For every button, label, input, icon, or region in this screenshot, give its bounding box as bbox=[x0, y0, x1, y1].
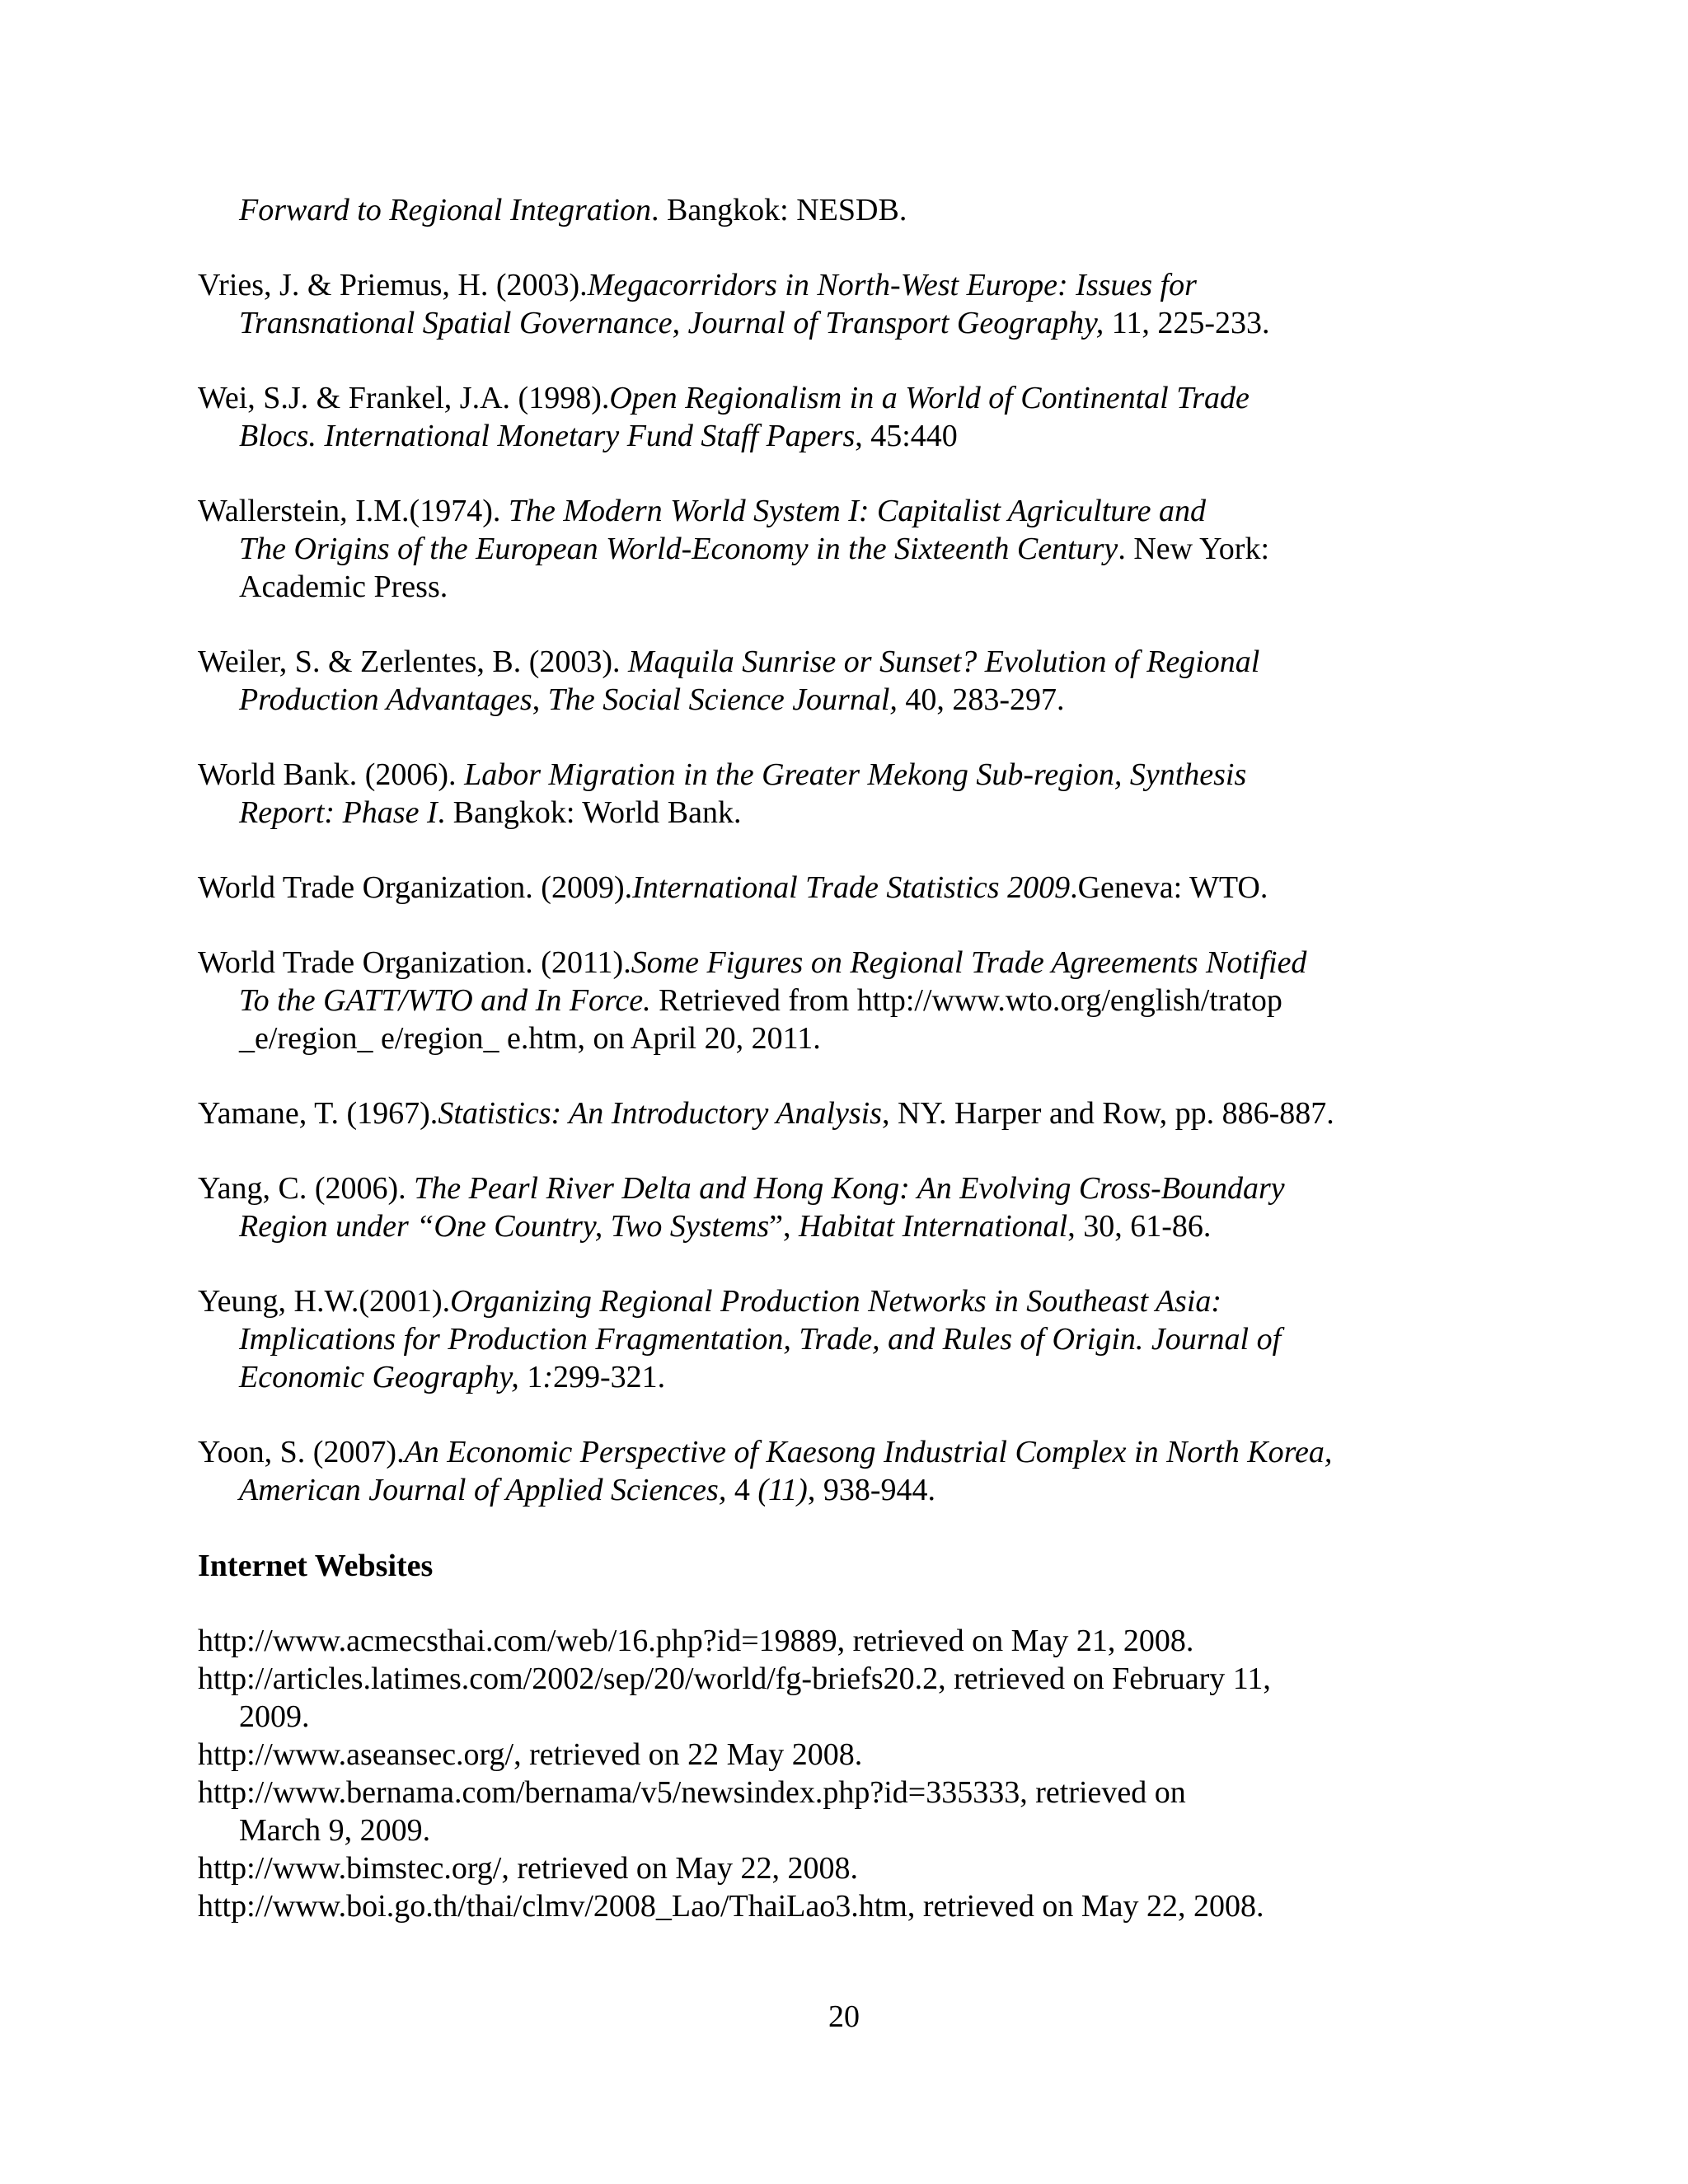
reference-text: 1 bbox=[527, 1360, 543, 1394]
reference-entry bbox=[198, 1282, 1500, 1396]
reference-text: 11, 225-233. bbox=[1104, 306, 1270, 340]
reference-text: 299-321. bbox=[552, 1360, 666, 1394]
reference-text: , NY. Harper and Row, pp. 886-887. bbox=[881, 1096, 1334, 1131]
reference-text: , bbox=[672, 306, 688, 340]
reference-title-text: The Pearl River Delta and Hong Kong: An Evolving Cross-Boundary bbox=[414, 1171, 1285, 1206]
reference-entry bbox=[198, 266, 1500, 342]
reference-title-text: Production Advantages bbox=[239, 682, 532, 717]
reference-title-text: Maquila Sunrise or Sunset? Evolution of Regional bbox=[628, 644, 1260, 679]
reference-text: World Trade Organization. (2009). bbox=[198, 870, 633, 905]
reference-entry bbox=[198, 1433, 1500, 1509]
website-entry bbox=[198, 1736, 1500, 1774]
reference-title-text: Economic Geography, bbox=[239, 1360, 528, 1394]
reference-text: Vries, J. & Priemus, H. (2003). bbox=[198, 268, 588, 302]
reference-text: , bbox=[532, 682, 548, 717]
website-text: http://www.acmecsthai.com/web/16.php?id=19889, retrieved on May 21, 2008. bbox=[198, 1624, 1194, 1658]
reference-title-text: Megacorridors in North-West Europe: Issues for bbox=[587, 268, 1197, 302]
reference-text: Yamane, T. (1967). bbox=[198, 1096, 438, 1131]
reference-entry bbox=[198, 191, 1500, 229]
reference-title-text: Implications for Production Fragmentation, Trade, and Rules of Origin. Journal of bbox=[239, 1322, 1282, 1357]
website-entry bbox=[198, 1849, 1500, 1887]
reference-title-text: (11) bbox=[757, 1473, 808, 1507]
reference-title-text: Some Figures on Regional Trade Agreements Notified bbox=[631, 945, 1307, 980]
website-text: http://articles.latimes.com/2002/sep/20/world/fg-briefs20.2, retrieved on February 11, bbox=[198, 1661, 1271, 1696]
reference-text: World Trade Organization. (2011). bbox=[198, 945, 631, 980]
reference-text: .Geneva: WTO. bbox=[1070, 870, 1268, 905]
reference-title-text: Statistics: An Introductory Analysis bbox=[438, 1096, 882, 1131]
reference-entry bbox=[198, 492, 1500, 606]
reference-title-text: The Origins of the European World-Economy in the Sixteenth Century bbox=[239, 532, 1118, 566]
reference-title-text: Region under “One Country, Two Systems bbox=[239, 1209, 770, 1244]
reference-text: , 938-944. bbox=[807, 1473, 935, 1507]
reference-text: , 45:440 bbox=[855, 419, 958, 453]
reference-text: . Bangkok: World Bank. bbox=[437, 795, 742, 830]
reference-title-text: To the GATT/WTO and In Force. bbox=[239, 983, 651, 1018]
reference-title-text: : bbox=[542, 1360, 553, 1394]
reference-entry bbox=[198, 756, 1500, 832]
website-text: http://www.aseansec.org/, retrieved on 22 May 2008. bbox=[198, 1737, 863, 1772]
reference-title-text: Habitat International bbox=[799, 1209, 1068, 1244]
reference-text: Academic Press. bbox=[239, 569, 448, 604]
website-text: http://www.bimstec.org/, retrieved on May 22, 2008. bbox=[198, 1851, 859, 1886]
reference-text: . Bangkok: NESDB. bbox=[650, 193, 907, 227]
website-list bbox=[198, 1622, 1500, 1925]
reference-title-text: Labor Migration in the Greater Mekong Sub-region, Synthesis bbox=[464, 757, 1247, 792]
reference-title-text: Transnational Spatial Governance bbox=[239, 306, 673, 340]
reference-title-text: An Economic Perspective of Kaesong Industrial Complex in North Korea, bbox=[404, 1435, 1333, 1469]
reference-entry bbox=[198, 869, 1500, 907]
reference-title-text: Organizing Regional Production Networks in Southeast Asia: bbox=[450, 1284, 1222, 1319]
reference-title-text: The Social Science Journal, bbox=[547, 682, 898, 717]
reference-text: Weiler, S. & Zerlentes, B. (2003). bbox=[198, 644, 629, 679]
website-text: http://www.boi.go.th/thai/clmv/2008_Lao/ThaiLao3.htm, retrieved on May 22, 2008. bbox=[198, 1889, 1264, 1924]
reference-text: Retrieved from http://www.wto.org/english/tratop bbox=[650, 983, 1282, 1018]
page-number: 20 bbox=[828, 1999, 860, 2034]
reference-text: Wallerstein, I.M.(1974). bbox=[198, 494, 509, 528]
reference-text: Yeung, H.W.(2001). bbox=[198, 1284, 451, 1319]
reference-entry bbox=[198, 379, 1500, 455]
reference-entry bbox=[198, 1169, 1500, 1245]
reference-text: ”, bbox=[769, 1209, 799, 1244]
reference-title-text: The Modern World System I: Capitalist Agriculture and bbox=[508, 494, 1207, 528]
website-entry bbox=[198, 1774, 1500, 1849]
reference-list bbox=[198, 191, 1500, 1509]
reference-entry bbox=[198, 643, 1500, 719]
website-text: 2009. bbox=[239, 1699, 310, 1734]
reference-text: _e/region_ e/region_ e.htm, on April 20, 2011. bbox=[239, 1021, 821, 1056]
reference-title-text: Blocs. International Monetary Fund Staff Papers bbox=[239, 419, 856, 453]
reference-text: . New York: bbox=[1118, 532, 1270, 566]
page-content bbox=[198, 191, 1500, 1925]
reference-title-text: Report: Phase I bbox=[239, 795, 438, 830]
reference-title-text: Open Regionalism in a World of Continental Trade bbox=[609, 381, 1250, 415]
website-text: March 9, 2009. bbox=[239, 1813, 431, 1848]
reference-text: 4 bbox=[726, 1473, 758, 1507]
reference-text: Yang, C. (2006). bbox=[198, 1171, 415, 1206]
reference-text: 40, 283-297. bbox=[897, 682, 1065, 717]
reference-text: , 30, 61-86. bbox=[1067, 1209, 1212, 1244]
reference-title-text: International Trade Statistics 2009 bbox=[632, 870, 1071, 905]
reference-entry bbox=[198, 944, 1500, 1057]
website-entry bbox=[198, 1660, 1500, 1736]
reference-entry bbox=[198, 1094, 1500, 1132]
website-entry bbox=[198, 1622, 1500, 1660]
reference-text: Yoon, S. (2007). bbox=[198, 1435, 405, 1469]
reference-title-text: American Journal of Applied Sciences, bbox=[239, 1473, 727, 1507]
section-heading: Internet Websites bbox=[198, 1549, 434, 1583]
reference-title-text: Journal of Transport Geography, bbox=[687, 306, 1104, 340]
reference-text: Wei, S.J. & Frankel, J.A. (1998). bbox=[198, 381, 610, 415]
reference-text: World Bank. (2006). bbox=[198, 757, 465, 792]
reference-title-text: Forward to Regional Integration bbox=[239, 193, 651, 227]
website-text: http://www.bernama.com/bernama/v5/newsindex.php?id=335333, retrieved on bbox=[198, 1775, 1186, 1810]
website-entry bbox=[198, 1887, 1500, 1925]
